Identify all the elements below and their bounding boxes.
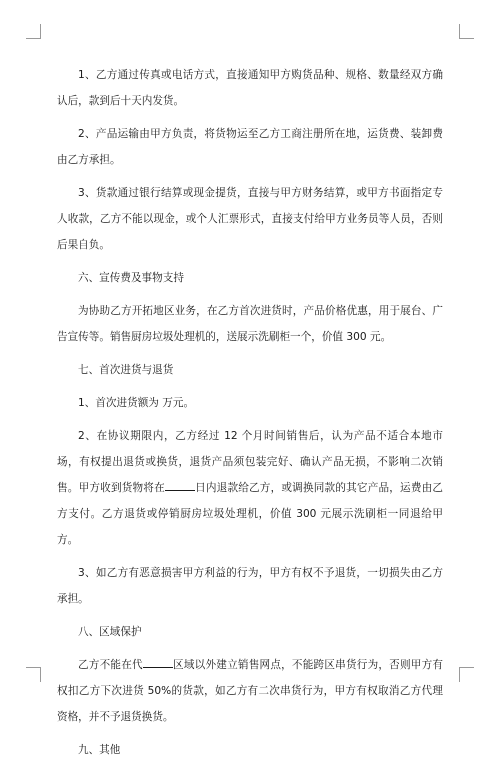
section-seven-item-1: 1、首次进货额为 万元。	[78, 397, 195, 409]
section-eight-body	[57, 652, 443, 730]
section-seven-item-3: 3、如乙方有恶意损害甲方利益的行为，甲方有权不予退货，一切损失由乙方承担。	[57, 567, 443, 605]
crop-mark-top-right	[459, 24, 474, 39]
section-eight-body-start: 乙方不能在代	[78, 659, 143, 671]
payment-terms-item-1: 1、乙方通过传真或电话方式，直接通知甲方购货品种、规格、数量经双方确认后，款到后十天内发货。	[57, 69, 443, 107]
crop-mark-bottom-right	[459, 667, 474, 682]
section-six-body: 为协助乙方开拓地区业务，在乙方首次进货时，产品价格优惠，用于展台、广告宣传等。销售厨房垃圾处理机的，送展示洗刷柜一个，价值 300 元。	[57, 305, 443, 343]
section-nine-heading: 九、其他	[78, 744, 121, 756]
section-seven-item-2-start: 2、在协议期限内，乙方经过 12 个月时间销售后，认为产品不适合本地市场，有权提出退货或换货，退货产品须包装完好、确认产品无损，不影响二次销售。甲方收到货物将在	[57, 430, 443, 494]
section-seven-item-2-end: 日内退款给乙方，或调换同款的其它产品，运费由乙方支付。乙方退货或停销厨房垃圾处理机，价值 300 元展示洗刷柜一同退给甲方。	[57, 482, 444, 546]
crop-mark-bottom-left	[26, 667, 41, 682]
section-six-heading: 六、宣传费及事物支持	[78, 272, 184, 284]
region-blank-field	[143, 657, 173, 668]
crop-mark-top-left	[26, 24, 41, 39]
days-blank-field	[165, 480, 195, 491]
section-eight-heading: 八、区域保护	[78, 626, 142, 638]
section-eight-body-end: 区域以外建立销售网点，不能跨区串货行为，否则甲方有权扣乙方下次进货 50%的货款，如乙方有二次串货行为，甲方有权取消乙方代理资格，并不予退货换货。	[57, 659, 444, 723]
section-seven-heading: 七、首次进货与退货	[78, 364, 174, 376]
section-seven-item-2	[57, 423, 443, 553]
payment-terms-item-2: 2、产品运输由甲方负责，将货物运至乙方工商注册所在地，运货费、装卸费由乙方承担。	[57, 128, 443, 166]
document-body	[57, 62, 443, 770]
payment-terms-item-3: 3、货款通过银行结算或现金提货，直接与甲方财务结算，或甲方书面指定专人收款，乙方不能以现金，或个人汇票形式，直接支付给甲方业务员等人员，否则后果自负。	[57, 187, 443, 251]
